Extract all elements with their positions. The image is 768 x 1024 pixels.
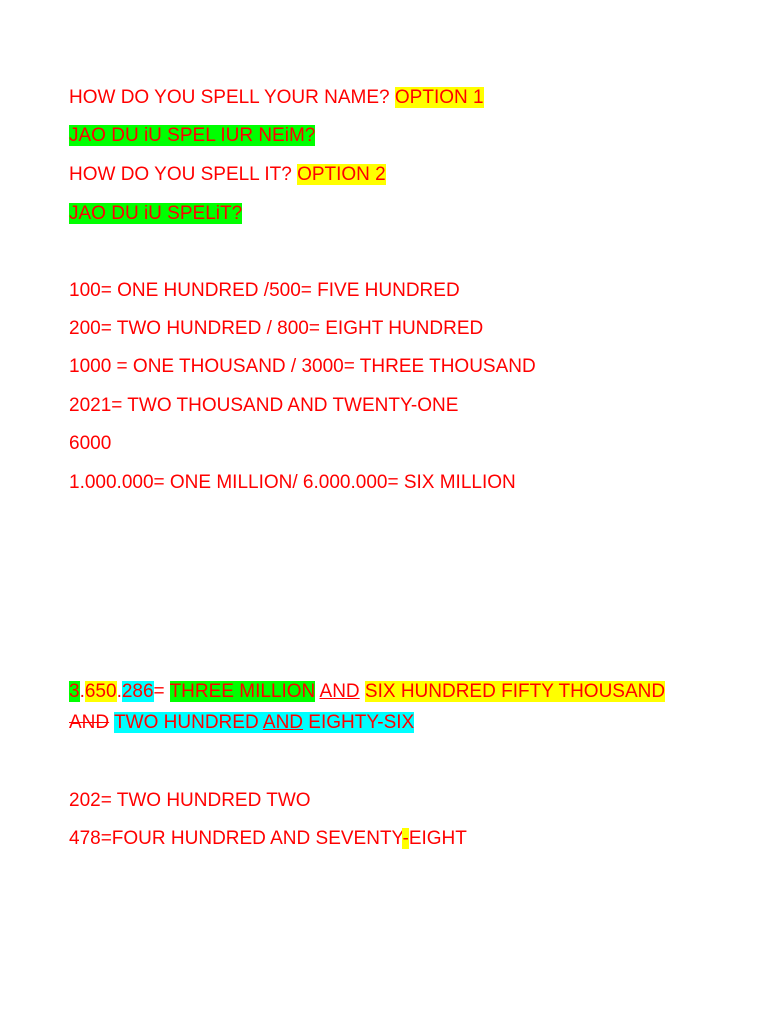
text-segment: HOW DO YOU SPELL IT? [69,164,298,185]
text-segment: = [153,681,170,702]
number-line-6 [69,470,516,496]
text-segment: 1000 = ONE THOUSAND / 3000= THREE THOUSAND [69,356,536,377]
text-segment: 100= ONE HUNDRED /500= FIVE HUNDRED [69,280,460,301]
question-line-1 [69,85,484,111]
text-segment: OPTION 1 [394,87,484,108]
text-segment: 650 [84,681,117,702]
question-line-2 [69,162,386,188]
number-line-1 [69,278,460,304]
text-segment: 478=FOUR HUNDRED AND SEVENTY [69,828,403,849]
text-segment: . [79,681,85,702]
text-segment: - [402,828,409,849]
pronunciation-line-2 [69,201,242,227]
text-segment: AND [319,681,360,702]
example-line-2 [69,826,467,852]
number-line-5 [69,431,111,457]
text-segment: OPTION 2 [297,164,386,185]
text-segment: 286 [121,681,154,702]
text-segment: HOW DO YOU SPELL YOUR NAME? [69,87,395,108]
text-segment: EIGHTY-SIX [303,712,415,733]
number-line-4 [69,393,458,419]
text-segment: EIGHT [408,828,467,849]
text-segment: THREE MILLION [169,681,316,702]
text-segment: 202= TWO HUNDRED TWO [69,790,311,811]
text-segment: 1.000.000= ONE MILLION/ 6.000.000= SIX MILLION [69,472,516,493]
text-segment: TWO HUNDRED [114,712,263,733]
text-segment: 2021= TWO THOUSAND AND TWENTY-ONE [69,395,459,416]
pronunciation-line-1 [69,123,315,149]
text-segment: JAO DU iU SPELiT? [69,203,243,224]
text-segment: 6000 [69,433,112,454]
text-segment: AND [69,712,110,733]
breakdown-line-2 [69,710,414,736]
breakdown-line-1 [69,679,665,705]
text-segment: AND [262,712,304,733]
example-line-1 [69,788,311,814]
text-segment: 200= TWO HUNDRED / 800= EIGHT HUNDRED [69,318,484,339]
text-segment: . [116,681,122,702]
number-line-2 [69,316,483,342]
text-segment: JAO DU iU SPEL IUR NEiM? [69,125,316,146]
text-segment: 3 [69,681,80,702]
text-segment: SIX HUNDRED FIFTY THOUSAND [364,681,666,702]
number-line-3 [69,354,536,380]
